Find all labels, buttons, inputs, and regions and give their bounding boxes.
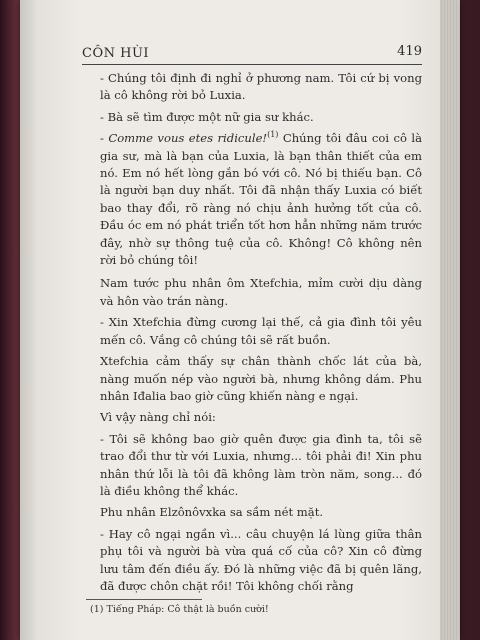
paragraph-7: Vì vậy nàng chỉ nói: — [100, 410, 216, 425]
paragraph-5: - Xin Xtefchia đừng cương lại thế, cả gia đình tôi yêu mến cô. Vắng cô chúng tôi sẽ rất buồn. — [100, 315, 422, 347]
page-edges — [440, 0, 460, 640]
paragraph-2: - Bà sẽ tìm được một nữ gia sư khác. — [100, 109, 314, 124]
page-header — [82, 42, 422, 65]
running-title: CÔN HÙI — [82, 46, 150, 61]
body-text — [100, 70, 422, 599]
paragraph-8: - Tôi sẽ không bao giờ quên được gia đình ta, tôi sẽ trao đổi thư từ với Luxia, nhưng... tôi phải đi! Xin phu nhân thứ lỗi là tôi đã không làm tròn năm, song... đó là điều không thể khác. — [100, 431, 422, 498]
footnote-rule — [86, 599, 202, 600]
paragraph-3-text: Chúng tôi đâu coi cô là gia sư, mà là bạn của Luxia, là bạn thân thiết của em nó. Em nó hết lòng gắn bó với cô. Nó bị thiếu bạn. Cô là người bạn duy nhất. Tôi đã nhận thấy Luxia có biết bao thay đổi, rõ ràng nó chịu ảnh hưởng tốt của cô. Đầu óc em nó phát triển tốt hơn hẳn những năm trước đây, nhờ sự thông tuệ của cô. Không! Cô không nên rời bỏ chúng tôi! — [100, 131, 422, 268]
book-page — [20, 0, 460, 640]
footnote: (1) Tiếng Pháp: Cô thật là buồn cười! — [90, 604, 269, 615]
footnote-marker: (1) — [267, 130, 279, 140]
paragraph-9: Phu nhân Elzônôvxka sa sầm nét mặt. — [100, 505, 324, 520]
paragraph-1: - Chúng tôi định đi nghỉ ở phương nam. Tôi cứ bị vong là cô không rời bỏ Luxia. — [100, 71, 422, 103]
paragraph-4: Nam tước phu nhân ôm Xtefchia, mỉm cười dịu dàng và hôn vào trán nàng. — [100, 276, 422, 308]
paragraph-3 — [100, 130, 422, 269]
paragraph-10: - Hay cô ngại ngần vì... câu chuyện lá lùng giữa thân phụ tôi và người bà vừa quá cố của cô? Xin cô đừng lưu tâm đến điều ấy. Đó là những việc đã bị quên lãng, đã được chôn chặt rồi! Tôi không chối rằng — [100, 526, 422, 593]
paragraph-6: Xtefchia cảm thấy sự chân thành chốc lát của bà, nàng muốn nép vào người bà, nhưng không dám. Phu nhân Iđalia bao giờ cũng khiến nàng e ngại. — [100, 354, 422, 403]
french-quote: - Comme vous etes ridicule! — [100, 131, 268, 146]
page-number: 419 — [397, 44, 422, 59]
